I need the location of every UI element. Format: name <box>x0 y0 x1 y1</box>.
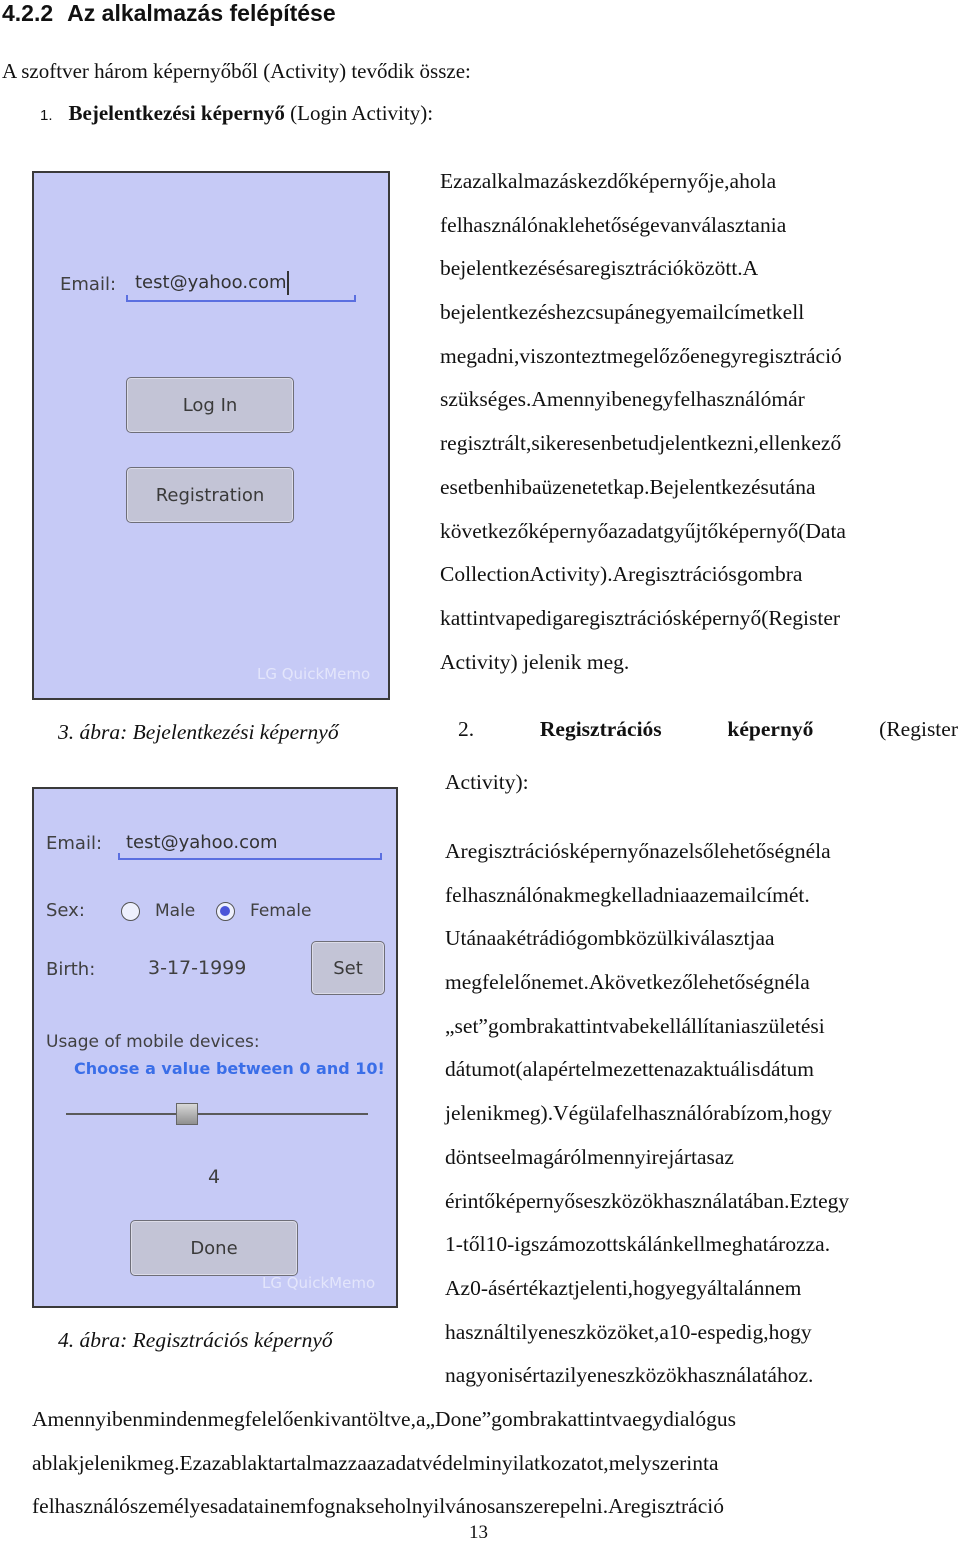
text-line: bejelentkezéshezcsupánegyemailcímetkell <box>440 300 805 325</box>
slider-value: 4 <box>208 1166 221 1188</box>
text-line: felhasználószemélyesadatainemfognakseholnyilvánosanszerepelni.Aregisztráció <box>32 1494 724 1519</box>
list-item-bold-2: képernyő <box>727 717 814 741</box>
text-line: Amennyibenmindenmegfelelőenkivantöltve,a„Done”gombrakattintvaegydialógus <box>32 1407 736 1431</box>
text-line: Utánaakétrádiógombközülkiválasztjaa <box>445 926 775 951</box>
text-line: megfelelőnemet.Akövetkezőlehetőségnéla <box>445 970 810 995</box>
done-button[interactable]: Done <box>130 1220 298 1276</box>
figure-caption-3: 3. ábra: Bejelentkezési képernyő <box>58 720 339 744</box>
text-line: „set”gombrakattintvabekellállítaniaszületési <box>445 1013 825 1038</box>
email-value: test@yahoo.com <box>126 832 278 853</box>
text-line: szükséges.Amennyibenegyfelhasználómár <box>440 387 805 412</box>
text-line: bejelentkezésésaregisztrációközött.A <box>440 256 759 281</box>
text-line: döntseelmagárólmennyirejártasaz <box>445 1144 734 1169</box>
slider-thumb[interactable] <box>176 1103 198 1125</box>
text-line: ablakjelenikmeg.Ezazablaktartalmazzaazadatvédelminyilatkozatot,melyszerinta <box>32 1450 719 1475</box>
male-label: Male <box>155 901 196 921</box>
list-number: 2. <box>458 717 475 741</box>
sex-label: Sex: <box>46 900 85 921</box>
section-title: Az alkalmazás felépítése <box>67 0 336 26</box>
list-item-rest-1: (Register <box>879 717 958 741</box>
email-label: Email: <box>60 274 117 295</box>
usage-label: Usage of mobile devices: <box>46 1032 260 1052</box>
intro-text: A szoftver három képernyőből (Activity) tevődik össze: <box>2 59 471 83</box>
list-item-login <box>40 101 433 126</box>
login-description <box>440 160 958 684</box>
register-description <box>445 830 958 1398</box>
text-line: kattintvapedigaregisztrációsképernyő(Register <box>440 605 841 630</box>
text-line: nagyonisértazilyeneszközökhasználatához. <box>445 1363 814 1388</box>
text-line: felhasználónaklehetőségevanválasztania <box>440 212 787 237</box>
male-radio[interactable] <box>121 902 140 921</box>
list-item-rest: (Login Activity): <box>284 101 434 125</box>
set-button[interactable]: Set <box>311 941 385 995</box>
register-screenshot <box>32 787 398 1308</box>
birth-label: Birth: <box>46 959 96 980</box>
slider-track[interactable] <box>66 1113 368 1115</box>
done-description <box>32 1398 958 1529</box>
list-number: 1. <box>40 107 53 124</box>
registration-button[interactable]: Registration <box>126 467 294 523</box>
text-line: felhasználónakmegkelladniaazemailcímét. <box>445 882 810 907</box>
text-line: 1-től10-igszámozottskálánkellmeghatározza. <box>445 1232 831 1257</box>
email-underline <box>118 858 382 860</box>
birth-value: 3-17-1999 <box>148 957 247 979</box>
text-line: jelenikmeg).Végülafelhasználórabízom,hogy <box>445 1101 832 1126</box>
text-line: CollectionActivity).Aregisztrációsgombra <box>440 562 803 587</box>
text-line: érintőképernyőseszközökhasználatában.Eztegy <box>445 1188 850 1213</box>
section-number: 4.2.2 <box>2 0 54 26</box>
list-item-bold: Bejelentkezési képernyő <box>68 101 285 125</box>
text-line: Az0-ásértékaztjelenti,hogyegyáltalánnem <box>445 1275 802 1300</box>
login-button[interactable]: Log In <box>126 377 294 433</box>
text-line: Ezazalkalmazáskezdőképernyője,ahola <box>440 169 777 193</box>
female-radio[interactable] <box>216 902 235 921</box>
figure-caption-4: 4. ábra: Regisztrációs képernyő <box>58 1328 333 1352</box>
email-value: test@yahoo.com <box>135 272 287 293</box>
login-screenshot <box>32 171 390 700</box>
email-underline <box>126 300 356 302</box>
list-item-bold-1: Regisztrációs <box>539 717 662 741</box>
text-line: következőképernyőazadatgyűjtőképernyő(Data <box>440 518 846 543</box>
text-line: dátumot(alapértelmezettenazaktuálisdátum <box>445 1057 814 1082</box>
female-label: Female <box>250 901 312 921</box>
text-line: megadni,viszonteztmegelőzőenegyregisztráció <box>440 343 842 368</box>
text-cursor <box>287 271 289 295</box>
watermark: LG QuickMemo <box>257 665 371 683</box>
watermark: LG QuickMemo <box>262 1274 376 1292</box>
text-line: regisztrált,sikeresenbetudjelentkezni,ellenkező <box>440 431 842 456</box>
section-heading <box>2 0 336 27</box>
page-number: 13 <box>469 1522 488 1543</box>
text-line: esetbenhibaüzenetetkap.Bejelentkezésutána <box>440 474 816 499</box>
text-line: használtilyeneszközöket,a10-espedig,hogy <box>445 1319 812 1344</box>
email-label: Email: <box>46 833 103 854</box>
text-line: Aregisztrációsképernyőnazelsőlehetőségnéla <box>445 839 831 863</box>
text-line: Activity) jelenik meg. <box>440 649 630 674</box>
list-item-register <box>458 717 958 742</box>
list-item-register-cont: Activity): <box>445 770 529 794</box>
usage-hint: Choose a value between 0 and 10! <box>74 1059 385 1078</box>
